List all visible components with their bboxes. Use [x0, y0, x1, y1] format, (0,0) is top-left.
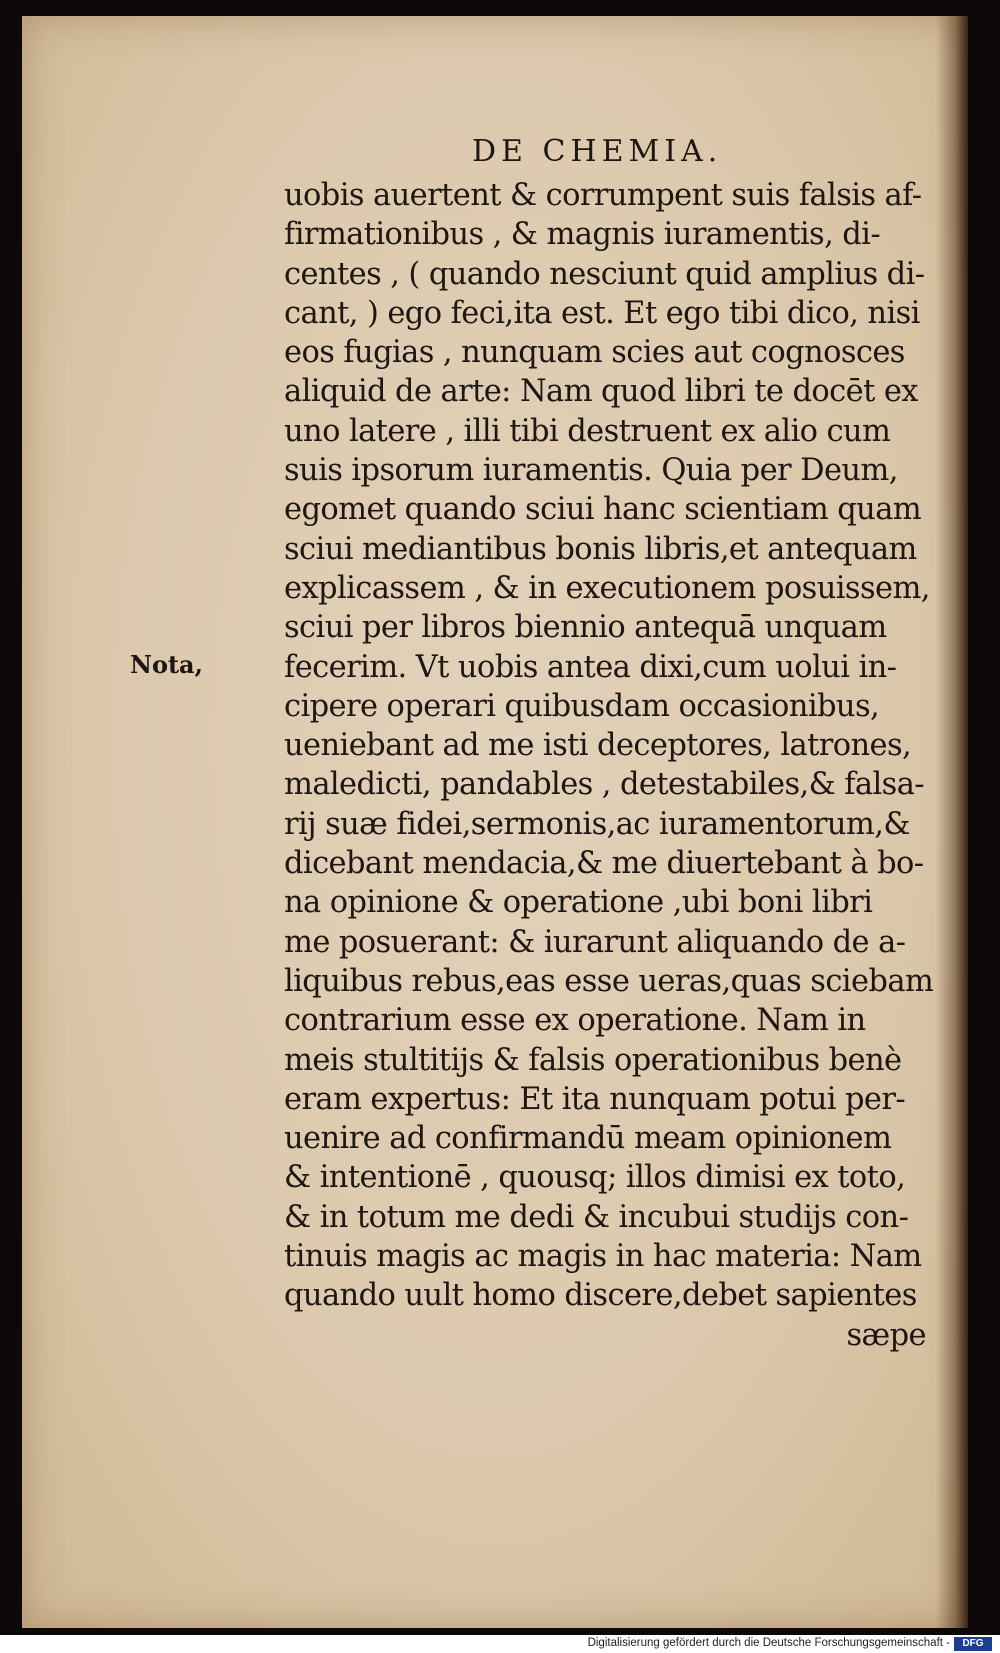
text-line: fecerim. Vt uobis antea dixi,cum uolui in-	[284, 649, 897, 685]
text-line: firmationibus , & magnis iuramentis, di-	[284, 217, 881, 253]
dfg-logo: DFG	[954, 1637, 992, 1651]
text-line: & intentionē , quousq; illos dimisi ex toto,	[284, 1160, 906, 1196]
text-line: sciui mediantibus bonis libris,et antequam	[284, 531, 917, 567]
text-line: suis ipsorum iuramentis. Quia per Deum,	[284, 453, 898, 489]
text-line: ueniebant ad me isti deceptores, latrones,	[284, 728, 912, 764]
text-line: explicassem , & in executionem posuissem,	[284, 570, 930, 606]
catchword: sæpe	[846, 1317, 926, 1353]
text-line: rij suæ fidei,sermonis,ac iuramentorum,&	[284, 806, 910, 842]
text-line: & in totum me dedi & incubui studijs con-	[284, 1199, 909, 1235]
text-line: aliquid de arte: Nam quod libri te docēt ex	[284, 374, 918, 410]
text-line: dicebant mendacia,& me diuertebant à bo-	[284, 846, 924, 882]
text-line: na opinione & operatione ,ubi boni libri	[284, 885, 873, 921]
footer-bar	[0, 1635, 1000, 1653]
text-line: eos fugias , nunquam scies aut cognosces	[284, 335, 905, 371]
text-line: sciui per libros biennio antequā unquam	[284, 610, 887, 646]
text-line: cant, ) ego feci,ita est. Et ego tibi dico, nisi	[284, 295, 920, 331]
running-header: DE CHEMIA.	[472, 134, 723, 169]
text-line: uobis auertent & corrumpent suis falsis af-	[284, 178, 922, 213]
text-line: liquibus rebus,eas esse ueras,quas sciebam	[284, 963, 934, 999]
text-line: egomet quando sciui hanc scientiam quam	[284, 492, 922, 528]
text-line: contrarium esse ex operatione. Nam in	[284, 1003, 866, 1039]
text-line: centes , ( quando nesciunt quid amplius di-	[284, 256, 925, 292]
text-line: uno latere , illi tibi destruent ex alio cum	[284, 413, 891, 449]
text-line: tinuis magis ac magis in hac materia: Nam	[284, 1239, 922, 1275]
text-line: maledicti, pandables , detestabiles,& falsa-	[284, 767, 925, 803]
margin-note: Nota,	[130, 650, 203, 679]
text-line: meis stultitijs & falsis operationibus benè	[284, 1042, 902, 1078]
text-line: cipere operari quibusdam occasionibus,	[284, 688, 880, 724]
text-line: quando uult homo discere,debet sapientes	[284, 1278, 917, 1314]
text-line: me posuerant: & iurarunt aliquando de a-	[284, 924, 906, 960]
body-text	[284, 176, 934, 1355]
book-page	[22, 16, 968, 1628]
funding-credit: Digitalisierung gefördert durch die Deutsche Forschungsgemeinschaft -	[587, 1637, 950, 1649]
text-line: eram expertus: Et ita nunquam potui per-	[284, 1081, 906, 1117]
page-gutter	[936, 16, 968, 1628]
text-line: uenire ad confirmandū meam opinionem	[284, 1121, 892, 1157]
